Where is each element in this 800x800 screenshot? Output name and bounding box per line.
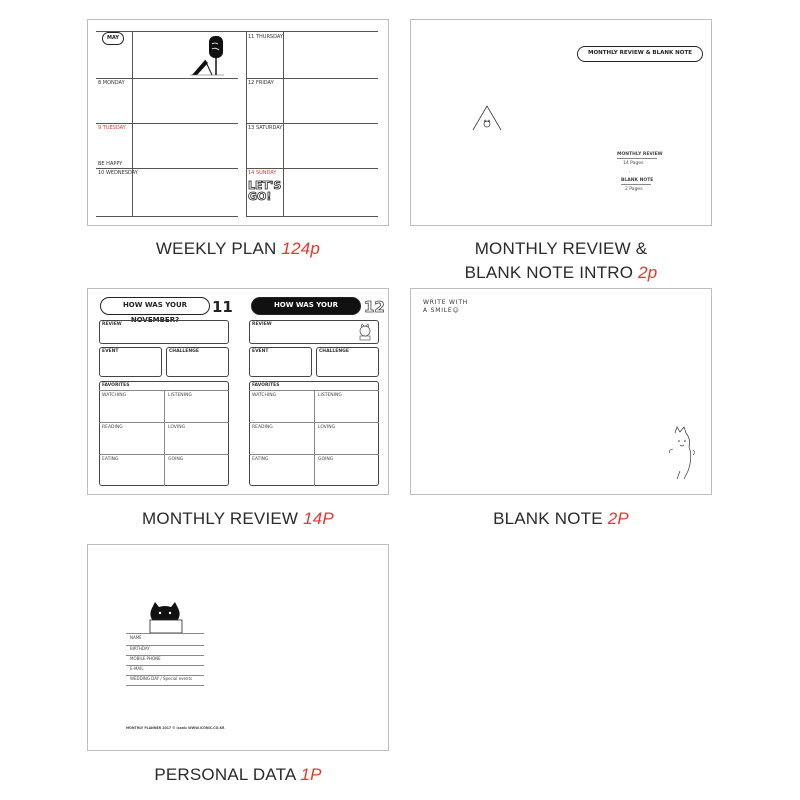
- november-title: HOW WAS YOUR NOVEMBER?: [100, 297, 210, 315]
- december-number: 12: [364, 298, 385, 316]
- field-mobile: MOBILE PHONE: [130, 656, 161, 661]
- blank-note-panel: [410, 288, 712, 495]
- field-email: E-MAIL: [130, 666, 144, 671]
- personal-data-caption: PERSONAL DATA 1P: [154, 765, 322, 784]
- blank-note-line1: WRITE WITH: [423, 299, 469, 306]
- monthly-review-caption: MONTHLY REVIEW 14P: [142, 509, 334, 528]
- field-name: NAME: [130, 635, 142, 640]
- day-sunday: 14 SUNDAY: [248, 170, 277, 176]
- intro-title: MONTHLY REVIEW & BLANK NOTE: [577, 46, 703, 62]
- monthly-intro-panel: MONTHLY REVIEW & BLANK NOTE MONTHLY REVIEW 14 Pages · BLANK NOTE 2 Pages: [410, 19, 712, 226]
- cat-doodle: [356, 323, 374, 341]
- toc-blank-note-pages: 2 Pages: [625, 187, 643, 192]
- be-happy-note: BE HAPPY: [98, 161, 123, 167]
- lets-go-lettering: LET'S GO!: [248, 179, 282, 203]
- day-saturday: 13 SATURDAY: [248, 125, 283, 131]
- personal-footer: MONTHLY PLANNER 2017 © Iconic WWW.ICONIC.CO.KR: [126, 726, 225, 730]
- weekly-plan-caption: WEEKLY PLAN 124p: [155, 239, 321, 258]
- weekly-plan-panel: [87, 19, 389, 226]
- day-monday: 8 MONDAY: [98, 80, 125, 86]
- day-tuesday: 9 TUESDAY: [98, 125, 126, 131]
- day-friday: 12 FRIDAY: [248, 80, 274, 86]
- monthly-intro-caption: MONTHLY REVIEW & BLANK NOTE INTRO 2p: [464, 239, 658, 282]
- personal-data-panel: [87, 544, 389, 751]
- field-wedding-day: WEDDING DAY / Special events: [130, 676, 193, 681]
- toc-blank-note: BLANK NOTE: [621, 178, 654, 183]
- blank-note-line2: A SMILE☺: [423, 307, 460, 314]
- cactus-cat-doodle: [667, 423, 697, 483]
- november-number: 11: [212, 298, 233, 316]
- field-birthday: BIRTHDAY: [130, 646, 150, 651]
- black-cat-illustration: [146, 600, 186, 634]
- toc-monthly-review-pages: 14 Pages: [623, 161, 644, 166]
- slide-illustration: [188, 34, 238, 78]
- month-label: MAY: [102, 32, 124, 45]
- mountain-cat-doodle: [471, 102, 503, 132]
- toc-monthly-review: MONTHLY REVIEW: [617, 152, 663, 157]
- day-wednesday: 10 WEDNESDAY: [98, 170, 138, 176]
- monthly-review-panel: HOW WAS YOUR NOVEMBER? 11 REVIEW EVENT CHALLENGE FAVORITES WATCHING LISTENING READING LOVING EATING GOING HOW WAS YOUR DECEMBER? 12 REVIEW EVENT CHALLENGE FAVORITES WATCHING LISTENING READING LOVING EATING GOING: [87, 288, 389, 495]
- december-title: HOW WAS YOUR DECEMBER?: [251, 297, 361, 315]
- blank-note-caption: BLANK NOTE 2P: [493, 509, 629, 528]
- day-thursday: 11 THURSDAY: [248, 34, 283, 40]
